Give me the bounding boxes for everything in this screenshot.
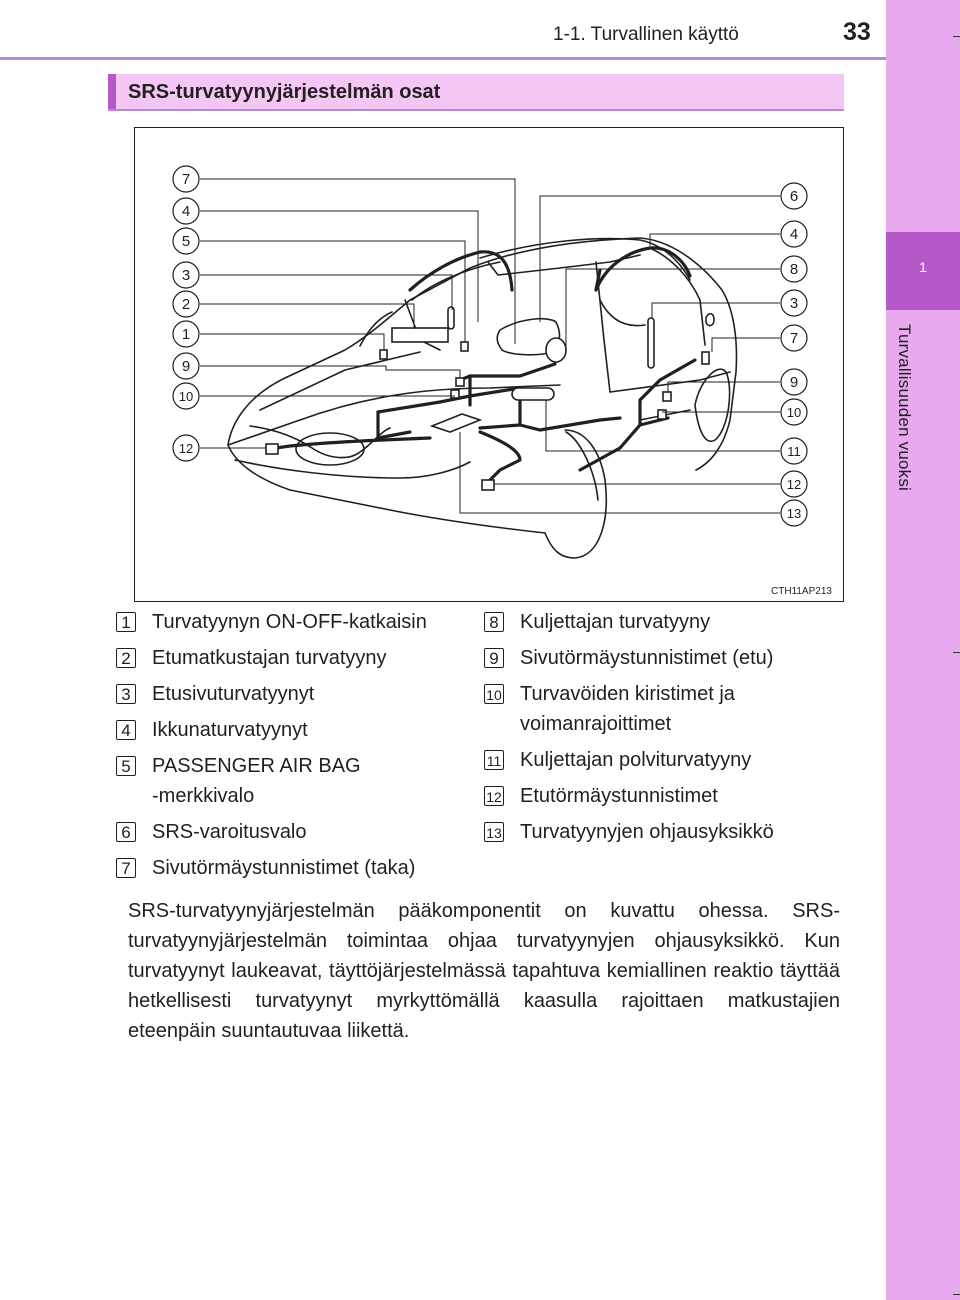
driver-airbag-module (546, 338, 566, 362)
figure-code: CTH11AP213 (771, 586, 832, 597)
legend-label: Etumatkustajan turvatyyny (152, 647, 387, 669)
legend-label: Turvatyynyn ON-OFF-katkaisin (152, 611, 427, 633)
callout-right-2: 4 (789, 226, 799, 243)
callout-left-2: 4 (181, 203, 191, 220)
callout-right-6: 9 (789, 374, 799, 391)
legend-label: Etutörmäystunnistimet (520, 785, 718, 807)
front-impact-sensor-center (482, 480, 494, 490)
legend-number: 11 (484, 750, 504, 770)
front-impact-sensor-left (266, 444, 278, 454)
legend-number: 9 (484, 648, 504, 668)
passenger-airbag-module (392, 328, 448, 342)
legend-number: 5 (116, 756, 136, 776)
callout-left-8: 10 (178, 389, 194, 404)
side-tab-label: Turvallisuuden vuoksi (895, 324, 914, 492)
side-tab-number: 1 (919, 259, 927, 275)
side-sensor-front (456, 378, 464, 386)
legend-label: Turvatyynyjen ohjausyksikkö (520, 821, 774, 843)
callout-left-4: 3 (181, 267, 191, 284)
legend-label: Kuljettajan turvatyyny (520, 611, 711, 633)
callout-right-9: 12 (786, 477, 802, 492)
knee-airbag-module (512, 388, 554, 400)
legend-label: Turvavöiden kiristimet ja (520, 683, 735, 705)
legend-label: SRS-varoitusvalo (152, 821, 307, 843)
legend-label-line2: -merkkivalo (152, 785, 255, 807)
callout-right-10: 13 (786, 506, 802, 521)
on-off-switch (380, 350, 387, 359)
page-number: 33 (843, 18, 871, 46)
leader-lines (200, 179, 780, 513)
callout-left-5: 2 (181, 296, 191, 313)
srs-wiring (276, 248, 695, 480)
callout-right-7: 10 (786, 405, 802, 420)
legend-label: Sivutörmäystunnistimet (taka) (152, 857, 416, 879)
callout-left-9: 12 (178, 441, 194, 456)
legend-label: PASSENGER AIR BAG (152, 755, 361, 777)
callout-left-3: 5 (181, 233, 191, 250)
legend-number: 2 (116, 648, 136, 668)
legend-label: Etusivuturvatyynyt (152, 683, 315, 705)
callout-right-4: 3 (789, 295, 799, 312)
callout-left-1: 7 (181, 171, 191, 188)
section-heading-text: SRS-turvatyynyjärjestelmän osat (128, 81, 441, 103)
legend-number: 7 (116, 858, 136, 878)
body-paragraph: SRS-turvatyynyjärjestelmän pääkomponentit on kuvattu ohessa. SRS-turvatyynyjärjestelmän toimintaa ohjaa turvatyynyjen ohjausyksikkö. Kun turvatyynyt laukeavat, täyttöjärjestelmässä tapahtuva kemiallinen reaktio täyttää hetkellisesti turvatyynyt myrkyttömällä kaasulla rajoittaen matkustajien eteenpäin suuntautuvaa liikettä. (128, 900, 840, 1042)
belt-tensioner-rear (658, 410, 666, 419)
passenger-airbag-indicator (461, 342, 468, 351)
legend-label: Sivutörmäystunnistimet (etu) (520, 647, 774, 669)
legend-number: 1 (116, 612, 136, 632)
car-outline (228, 238, 736, 558)
airbag-control-unit (432, 414, 480, 432)
rear-sensor (702, 352, 709, 364)
legend-number: 10 (484, 684, 504, 704)
legend-label-line2: voimanrajoittimet (520, 713, 672, 735)
legend-number: 4 (116, 720, 136, 740)
callout-right-3: 8 (789, 261, 799, 278)
legend-label: Ikkunaturvatyynyt (152, 719, 308, 741)
legend-number: 8 (484, 612, 504, 632)
callout-right-5: 7 (789, 330, 799, 347)
legend-label: Kuljettajan polviturvatyyny (520, 749, 752, 771)
legend-number: 12 (484, 786, 504, 806)
chapter-title: 1-1. Turvallinen käyttö (553, 24, 739, 45)
callout-right-8: 11 (787, 444, 801, 459)
callout-left-7: 9 (181, 358, 191, 375)
legend-number: 3 (116, 684, 136, 704)
side-sensor-rear (663, 392, 671, 401)
legend-number: 13 (484, 822, 504, 842)
rear-side-airbag (648, 318, 654, 368)
legend-number: 6 (116, 822, 136, 842)
belt-tensioner-front (451, 390, 459, 398)
front-side-airbag (448, 307, 454, 329)
callout-left-6: 1 (181, 326, 191, 343)
callout-right-1: 6 (789, 188, 799, 205)
